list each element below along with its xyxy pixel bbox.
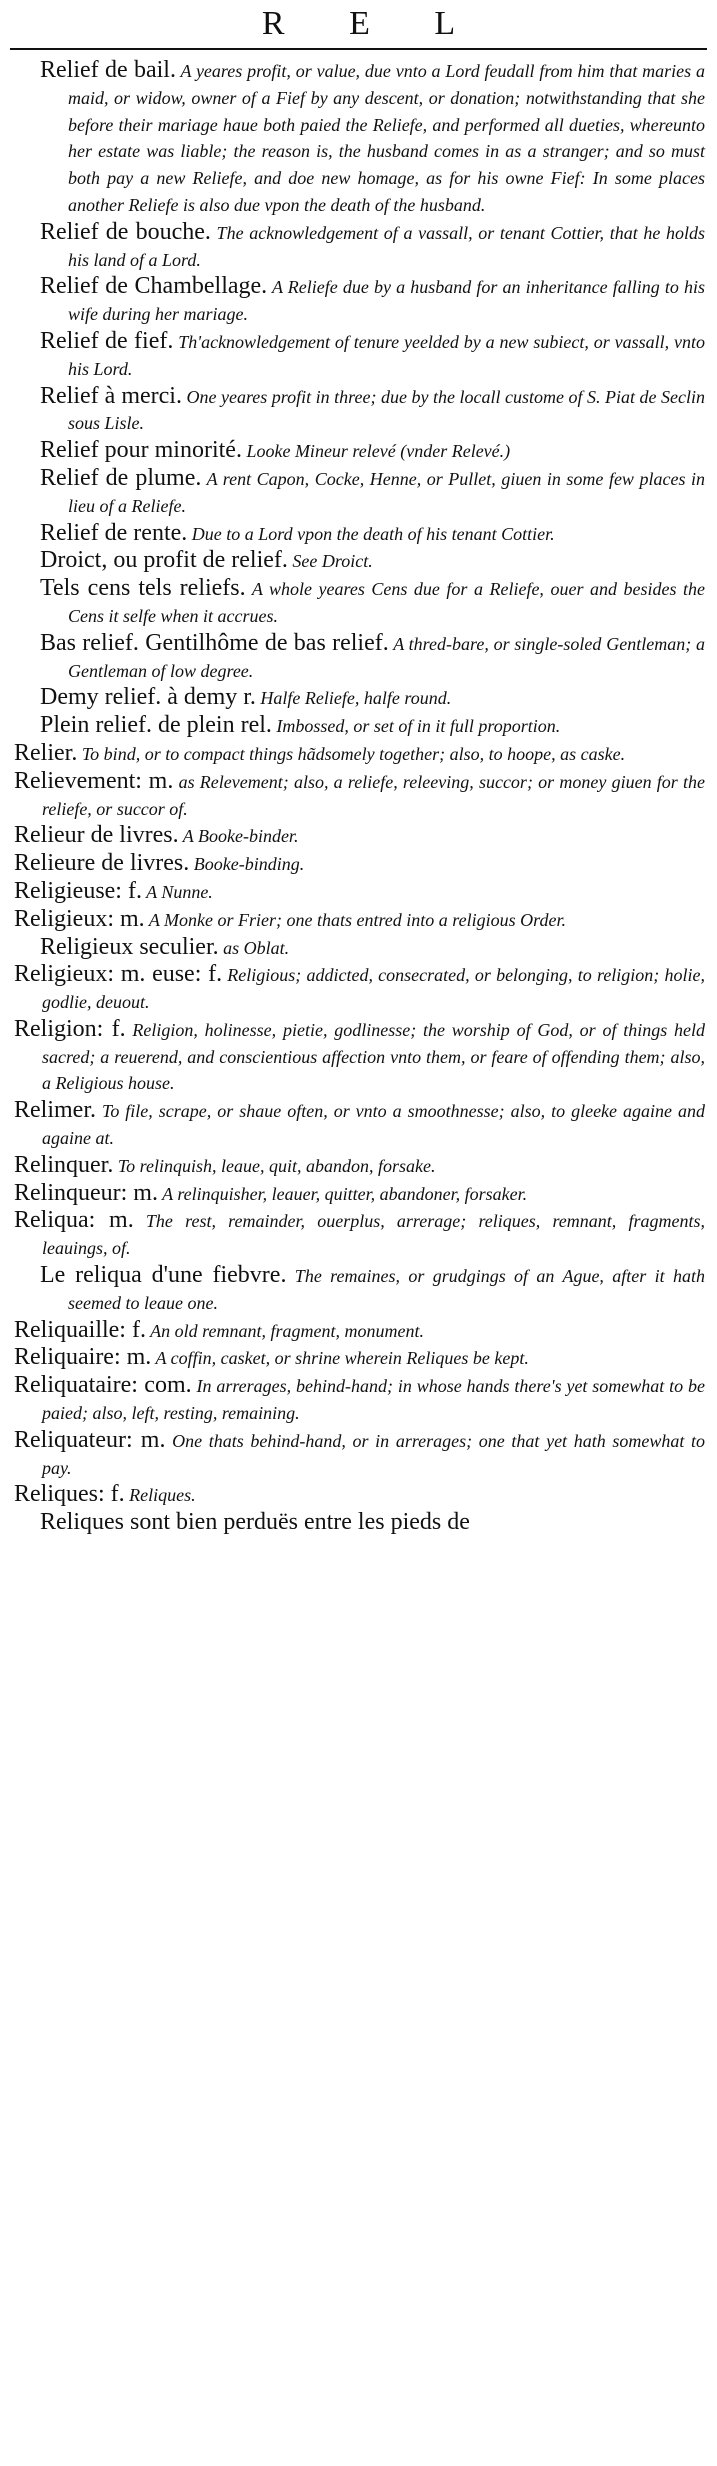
entry-definition: See Droict. xyxy=(287,551,373,572)
entry-headword: Reliques: f. xyxy=(14,1481,125,1508)
entry-headword: Tels cens tels reliefs. xyxy=(40,575,246,602)
entry-headword: Relief de fief. xyxy=(40,327,174,354)
dictionary-entry xyxy=(14,1318,705,1346)
entry-headword: Reliquataire: com. xyxy=(14,1372,192,1399)
entry-definition: A whole yeares Cens due for a Reliefe, ouer and besides the Cens it selfe when it accrues. xyxy=(68,579,705,626)
entry-headword: Relievement: m. xyxy=(14,767,174,794)
entry-headword: Relief de plume. xyxy=(40,464,202,491)
entry-definition: Booke-binding. xyxy=(189,854,305,875)
entry-headword: Reliquateur: m. xyxy=(14,1426,166,1453)
entry-headword: Bas relief. Gentilhôme de bas relief. xyxy=(40,629,389,656)
sub-entry xyxy=(14,521,705,549)
entry-headword: Relier. xyxy=(14,739,78,766)
dictionary-entry xyxy=(14,907,705,935)
entry-headword: Reliquaire: m. xyxy=(14,1344,152,1371)
entry-definition: A relinquisher, leauer, quitter, abandoner, forsaker. xyxy=(157,1183,528,1204)
entry-definition: A thred-bare, or single-soled Gentleman; a Gentleman of low degree. xyxy=(68,633,705,681)
entry-definition: A Nunne. xyxy=(141,881,213,902)
dictionary-entry xyxy=(14,851,705,879)
entry-definition: To relinquish, leaue, quit, abandon, forsake. xyxy=(113,1155,436,1176)
entry-headword: Droict, ou profit de relief. xyxy=(40,547,288,574)
entry-headword: Religieux: m. euse: f. xyxy=(14,961,223,988)
entry-headword: Relinqueur: m. xyxy=(14,1179,158,1206)
sub-entry xyxy=(14,466,705,521)
entry-definition: as Oblat. xyxy=(218,937,290,958)
entry-headword: Relief pour minorité. xyxy=(40,437,242,464)
entry-definition: One thats behind-hand, or in arrerages; one that yet hath somewhat to pay. xyxy=(42,1430,705,1478)
dictionary-entry xyxy=(14,1098,705,1153)
entry-headword: Religieuse: f. xyxy=(14,877,142,904)
entry-definition: A rent Capon, Cocke, Henne, or Pullet, giuen in some few places in lieu of a Reliefe. xyxy=(68,468,706,516)
dictionary-entry xyxy=(14,1373,705,1428)
dictionary-entry xyxy=(14,1017,705,1098)
entry-definition: To file, scrape, or shaue often, or vnto a smoothnesse; also, to gleeke againe and againe at. xyxy=(42,1101,705,1149)
dictionary-entry xyxy=(14,769,705,824)
entry-definition: A coffin, casket, or shrine wherein Reliques be kept. xyxy=(151,1348,529,1369)
sub-entry xyxy=(14,685,705,713)
sub-entry xyxy=(14,329,705,384)
page-header xyxy=(0,0,717,44)
entry-definition: Religion, holinesse, pietie, godlinesse; the worship of God, or of things held sacred; a reuerend, and conscientious affection vnto them, or feare of offending them; also, a Religious house. xyxy=(42,1019,706,1094)
dictionary-entries xyxy=(14,58,705,1538)
sub-entry xyxy=(14,58,705,220)
dictionary-entry xyxy=(14,1153,705,1181)
entry-headword: Relief de rente. xyxy=(40,519,188,546)
entry-headword: Relief de Chambellage. xyxy=(40,273,268,300)
entry-definition: One yeares profit in three; due by the locall custome of S. Piat de Seclin sous Lisle. xyxy=(68,386,705,434)
entry-definition: Th'acknowledgement of tenure yeelded by a new subiect, or vassall, vnto his Lord. xyxy=(68,331,705,379)
entry-definition: An old remnant, fragment, monument. xyxy=(145,1320,424,1341)
dictionary-entry xyxy=(14,1482,705,1510)
entry-definition: The acknowledgement of a vassall, or tenant Cottier, that he holds his land of a Lord. xyxy=(68,222,705,270)
entry-definition: A Reliefe due by a husband for an inheritance falling to his wife during her mariage. xyxy=(68,277,705,325)
entry-definition: as Relevement; also, a reliefe, releeving, succor; or money giuen for the reliefe, or succor of. xyxy=(42,771,706,819)
dictionary-entry xyxy=(14,1428,705,1483)
sub-entry xyxy=(14,274,705,329)
sub-entry xyxy=(14,576,705,631)
sub-entry xyxy=(14,1510,705,1538)
sub-entry xyxy=(14,220,705,275)
entry-definition: Due to a Lord vpon the death of his tenant Cottier. xyxy=(187,523,555,544)
entry-headword: Relief de bail. xyxy=(40,57,176,83)
dictionary-entry xyxy=(14,962,705,1017)
entry-headword: Relimer. xyxy=(14,1097,96,1124)
entry-headword: Reliques sont bien perduës entre les pieds de xyxy=(40,1509,470,1536)
entry-headword: Relief à merci. xyxy=(40,382,182,409)
entry-definition: Religious; addicted, consecrated, or belonging, to religion; holie, godlie, deuout. xyxy=(42,965,705,1013)
entry-headword: Relief de bouche. xyxy=(40,218,211,245)
dictionary-entry xyxy=(14,1208,705,1263)
sub-entry xyxy=(14,384,705,439)
entry-headword: Relinquer. xyxy=(14,1151,114,1178)
sub-entry xyxy=(14,935,705,963)
entry-headword: Relieure de livres. xyxy=(14,850,190,877)
entry-headword: Religieux seculier. xyxy=(40,933,219,960)
entry-definition: In arrerages, behind-hand; in whose hands there's yet somewhat to be paied; also, left, resting, remaining. xyxy=(42,1376,705,1424)
entry-headword: Le reliqua d'une fiebvre. xyxy=(40,1262,287,1289)
header-rule xyxy=(10,48,707,50)
entry-definition: To bind, or to compact things hãdsomely together; also, to hoope, as caske. xyxy=(77,743,626,764)
entry-definition: Looke Mineur relevé (vnder Relevé.) xyxy=(241,441,511,462)
entry-definition: Imbossed, or set of in it full proportion. xyxy=(271,716,561,737)
entry-definition: The remaines, or grudgings of an Ague, after it hath seemed to leaue one. xyxy=(68,1266,705,1313)
entry-definition: Halfe Reliefe, halfe round. xyxy=(255,688,452,709)
sub-entry xyxy=(14,631,705,686)
dictionary-entry xyxy=(14,1345,705,1373)
entry-definition: A Booke-binder. xyxy=(178,826,299,847)
dictionary-entry xyxy=(14,879,705,907)
entry-definition: A Monke or Frier; one thats entred into a religious Order. xyxy=(144,909,566,930)
entry-definition: Reliques. xyxy=(124,1485,196,1506)
entry-headword: Relieur de livres. xyxy=(14,822,179,849)
entry-definition: A yeares profit, or value, due vnto a Lord feudall from him that maries a maid, or widow, owner of a Fief by any descent, or donation; notwithstanding that she before their mariage haue both paied the Reliefe, and performed all dueties, whereunto her estate was liable; the reason is, the husband comes in as a stranger; and so must both pay a new Reliefe, and doe new homage, as for his owne Fief: In some places another Reliefe is also due vpon the death of the husband. xyxy=(68,61,705,215)
page-title: R E L xyxy=(261,5,484,42)
entry-headword: Religieux: m. xyxy=(14,905,145,932)
entry-headword: Reliqua: m. xyxy=(14,1207,134,1234)
sub-entry xyxy=(14,438,705,466)
dictionary-entry xyxy=(14,741,705,769)
entry-headword: Plein relief. de plein rel. xyxy=(40,712,272,739)
sub-entry xyxy=(14,548,705,576)
entry-headword: Reliquaille: f. xyxy=(14,1316,146,1343)
entry-headword: Religion: f. xyxy=(14,1015,126,1042)
entry-definition: The rest, remainder, ouerplus, arrerage; reliques, remnant, fragments, leauings, of. xyxy=(42,1211,706,1259)
sub-entry xyxy=(14,1263,705,1318)
dictionary-entry xyxy=(14,1181,705,1209)
sub-entry xyxy=(14,713,705,741)
entry-headword: Demy relief. à demy r. xyxy=(40,684,256,711)
dictionary-entry xyxy=(14,823,705,851)
